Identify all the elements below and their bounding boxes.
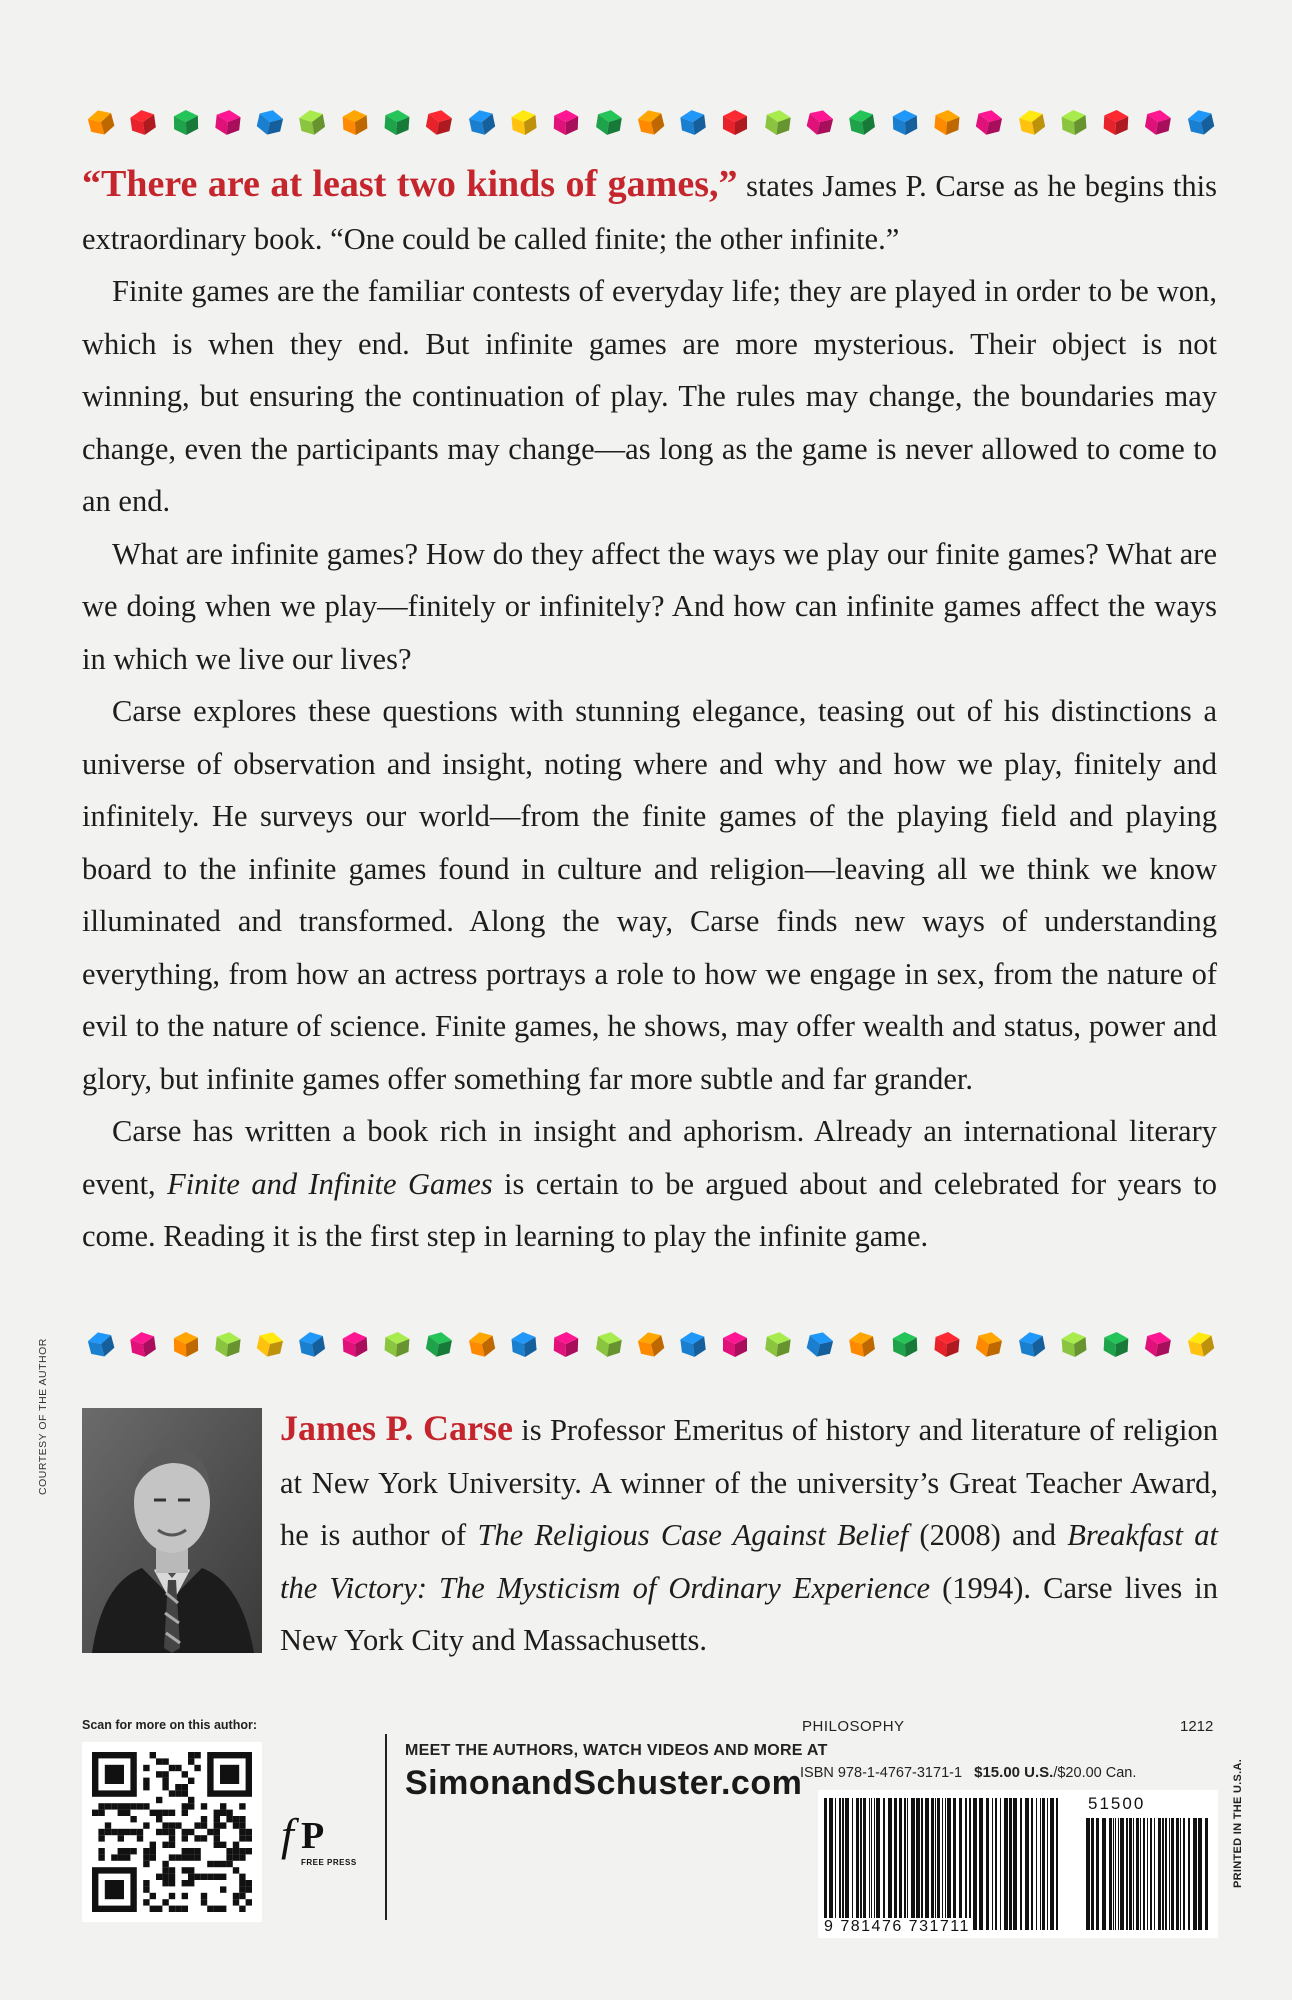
cube-icon (382, 1329, 412, 1359)
bio-text: (1994). Carse lives in New York City and Massachusetts. (280, 1570, 1219, 1657)
barcode-number: 9 781476 731711 (824, 1918, 970, 1935)
cube-icon (86, 107, 116, 137)
cube-icon (594, 1329, 624, 1359)
decorative-cube-row-bottom (86, 1326, 1216, 1362)
bio-text: (2008) and (908, 1518, 1068, 1552)
paragraph-text: states James P. Carse as he begins this extraordinary book. “One could be called finite; the other infinite.” (82, 169, 1218, 256)
cube-icon (340, 1329, 370, 1359)
cube-icon (1017, 1329, 1047, 1359)
cube-icon (974, 107, 1004, 137)
book-title: Finite and Infinite Games (167, 1166, 493, 1201)
meet-authors-text: MEET THE AUTHORS, WATCH VIDEOS AND MORE AT (405, 1742, 828, 1759)
book-title: The Religious Case Against Belief (477, 1518, 909, 1552)
cube-icon (932, 107, 962, 137)
author-name: James P. Carse (280, 1408, 513, 1448)
isbn-price-line (800, 1764, 1136, 1781)
qr-code-graphic (82, 1742, 262, 1922)
paragraph-text: is certain to be argued about and celebrated for years to come. Reading it is the first step in learning to play the infinite game. (82, 1166, 1217, 1253)
cube-icon (213, 1329, 243, 1359)
qr-code-icon[interactable] (82, 1742, 262, 1922)
photo-credit: COURTESY OF THE AUTHOR (37, 1338, 49, 1495)
svg-text:f: f (281, 1809, 294, 1860)
cube-icon (847, 1329, 877, 1359)
cube-icon (509, 1329, 539, 1359)
cube-icon (1101, 107, 1131, 137)
cube-icon (424, 107, 454, 137)
cube-icon (128, 1329, 158, 1359)
cube-icon (847, 107, 877, 137)
cube-icon (805, 107, 835, 137)
cube-icon (720, 1329, 750, 1359)
description-paragraph (82, 158, 1217, 265)
cube-icon (171, 1329, 201, 1359)
free-press-logo (277, 1800, 367, 1880)
decorative-cube-row-top (86, 104, 1216, 140)
paragraph-text: Carse has written a book rich in insight and aphorism. Already an international literary event, (82, 1114, 1217, 1201)
cube-icon (890, 107, 920, 137)
description-paragraph (82, 1105, 1217, 1263)
website-link[interactable]: SimonandSchuster.com (405, 1764, 803, 1802)
description-paragraph: What are infinite games? How do they affect the ways we play our finite games? What are we doing when we play—finitely or infinitely? And how can infinite games affect the ways in which we live our lives? (82, 536, 1217, 676)
cube-icon (890, 1329, 920, 1359)
cube-icon (509, 107, 539, 137)
cube-icon (213, 107, 243, 137)
cube-icon (678, 107, 708, 137)
cube-icon (1059, 1329, 1089, 1359)
category-label: PHILOSOPHY (802, 1718, 905, 1735)
lead-quote: “There are at least two kinds of games,” (82, 163, 738, 205)
price-addon-code: 51500 (1088, 1794, 1146, 1813)
cube-icon (171, 107, 201, 137)
publisher-logo-icon (277, 1800, 367, 1880)
cube-icon (551, 1329, 581, 1359)
cube-icon (86, 1329, 116, 1359)
cube-icon (636, 1329, 666, 1359)
cube-icon (340, 107, 370, 137)
author-bio (280, 1402, 1218, 1667)
cube-icon (255, 1329, 285, 1359)
cube-icon (382, 107, 412, 137)
cube-icon (763, 1329, 793, 1359)
author-photo (82, 1408, 262, 1653)
barcode (818, 1790, 1218, 1938)
cube-icon (720, 107, 750, 137)
cube-icon (1186, 1329, 1216, 1359)
cube-icon (1143, 1329, 1173, 1359)
cube-icon (1143, 107, 1173, 137)
cube-icon (467, 1329, 497, 1359)
cube-icon (678, 1329, 708, 1359)
bio-text: is Professor Emeritus of history and literature of religion at New York University. A winner of the university’s Great Teacher Award, he is author of (280, 1413, 1218, 1552)
cube-icon (297, 1329, 327, 1359)
cube-icon (467, 107, 497, 137)
cube-icon (255, 107, 285, 137)
cube-icon (297, 107, 327, 137)
product-code: 1212 (1180, 1718, 1214, 1735)
price-us: $15.00 U.S. (974, 1764, 1054, 1781)
book-title: Breakfast at the Victory: The Mysticism of Ordinary Experience (280, 1518, 1218, 1605)
cube-icon (594, 107, 624, 137)
cube-icon (763, 107, 793, 137)
printed-in-usa: PRINTED IN THE U.S.A. (1232, 1758, 1244, 1888)
cube-icon (1059, 107, 1089, 137)
barcode-graphic (818, 1790, 1218, 1938)
cube-icon (805, 1329, 835, 1359)
scan-label: Scan for more on this author: (82, 1718, 258, 1732)
cube-icon (424, 1329, 454, 1359)
cube-icon (551, 107, 581, 137)
cube-icon (1017, 107, 1047, 137)
cube-icon (974, 1329, 1004, 1359)
description-paragraph: Finite games are the familiar contests of everyday life; they are played in order to be won, which is when they end. But infinite games are more mysterious. Their object is not winning, but ensuring the continuation of play. The rules may change, the boundaries may change, even the participants may change—as long as the game is never allowed to come to an end. (82, 274, 1217, 518)
cube-icon (1101, 1329, 1131, 1359)
cube-icon (636, 107, 666, 137)
cube-icon (128, 107, 158, 137)
publisher-name: FREE PRESS (301, 1858, 357, 1867)
description-paragraph: Carse explores these questions with stunning elegance, teasing out of his distinctions a universe of observation and insight, noting where and why and how we play, finitely and infinitely. He surveys our world—from the finite games of the playing field and playing board to the infinite games found in culture and religion—leaving all we think we know illuminated and transformed. Along the way, Carse finds new ways of understanding everything, from how an actress portrays a role to how we engage in sex, from the nature of evil to the nature of science. Finite games, he shows, may offer wealth and status, power and glory, but infinite games offer something far more subtle and far grander. (82, 694, 1217, 1096)
price-can: /$20.00 Can. (1053, 1765, 1137, 1781)
book-description (82, 158, 1217, 1263)
cube-icon (1186, 107, 1216, 137)
cube-icon (932, 1329, 962, 1359)
divider (385, 1734, 387, 1920)
isbn-number: ISBN 978-1-4767-3171-1 (800, 1765, 963, 1781)
svg-text:P: P (301, 1815, 325, 1857)
author-portrait-icon (82, 1408, 262, 1653)
